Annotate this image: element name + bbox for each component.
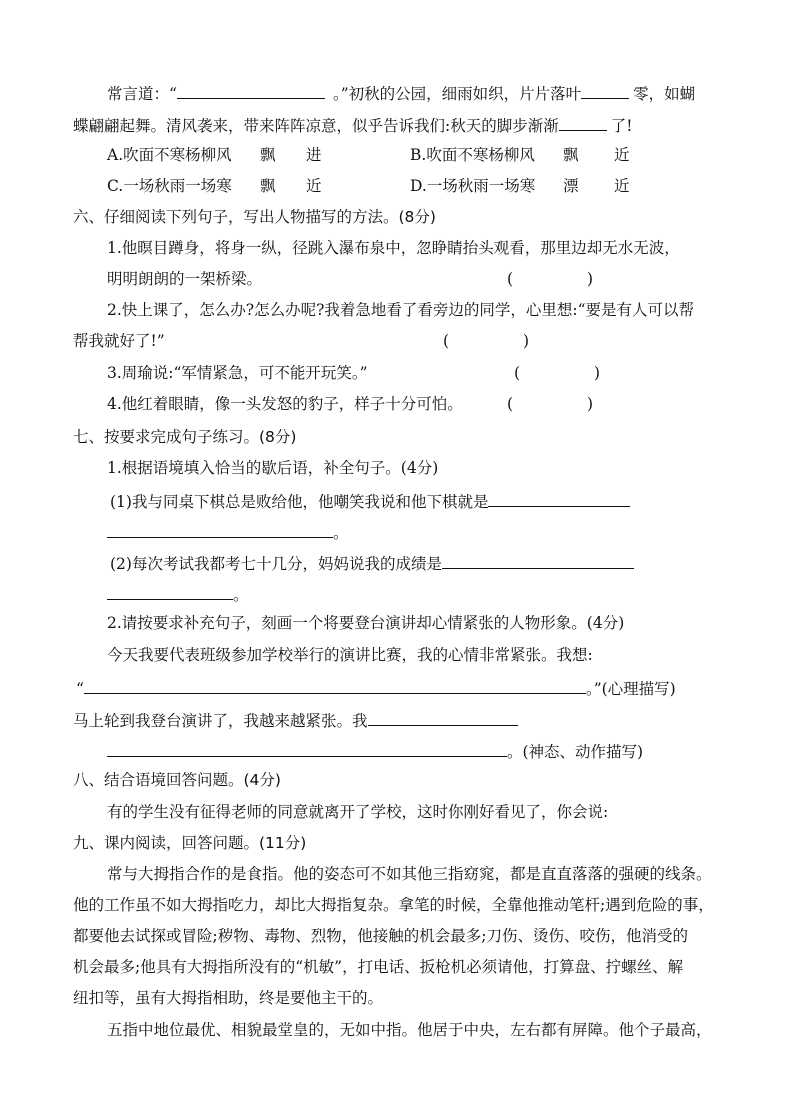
q7-psych-line: “ 。”(心理描写) bbox=[76, 677, 676, 699]
q9-paragraph-1-line: 都要他去试探或冒险;秽物、毒物、烈物，他接触的机会最多;刀伤、烫伤、咬伤，他消受的 bbox=[73, 927, 688, 945]
q5-line-2: 蝶翩翩起舞。清风袭来，带来阵阵凉意，似乎告诉我们:秋天的脚步渐渐 了! bbox=[73, 114, 632, 136]
q5-line-1: 常言道：“ 。”初秋的公园，细雨如织，片片落叶 零，如蝴 bbox=[107, 82, 695, 104]
q6-sentence-2-cont: 帮我就好了!” bbox=[73, 332, 165, 350]
q6-title: 六、仔细阅读下列句子，写出人物描写的方法。(8分) bbox=[73, 208, 436, 226]
q9-paragraph-1-line: 他的工作虽不如大拇指吃力，却比大拇指复杂。拿笔的时候，全靠他推动笔杆;遇到危险的事， bbox=[73, 896, 714, 914]
answer-blank[interactable] bbox=[442, 552, 634, 569]
q7-item-2: (2)每次考试我都考七十几分，妈妈说我的成绩是 bbox=[110, 552, 634, 574]
answer-blank[interactable] bbox=[177, 82, 325, 99]
answer-blank[interactable] bbox=[368, 709, 518, 726]
option-d[interactable]: D.一场秋雨一场寒 漂 近 bbox=[410, 177, 630, 195]
q6-sentence-1-cont: 明明朗朗的一架桥梁。 bbox=[107, 270, 263, 288]
q7-item-2-cont: 。 bbox=[107, 583, 249, 605]
q6-sentence-2: 2.快上课了，怎么办?怎么办呢?我着急地看了看旁边的同学，心里想:“要是有人可以帮 bbox=[107, 301, 695, 319]
answer-blank[interactable] bbox=[581, 82, 629, 99]
q7-sub-1: 1.根据语境填入恰当的歇后语，补全句子。(4分) bbox=[107, 459, 439, 477]
q7-action-line-cont: 。(神态、动作描写) bbox=[107, 740, 643, 762]
answer-blank[interactable] bbox=[559, 114, 607, 131]
q9-paragraph-1-line: 机会最多;他具有大拇指所没有的“机敏”，打电话、扳枪机必须请他，打算盘、拧螺丝、解 bbox=[73, 958, 684, 976]
q8-text: 有的学生没有征得老师的同意就离开了学校，这时你刚好看见了，你会说: bbox=[107, 803, 609, 821]
q6-answer-2[interactable]: ( ) bbox=[443, 332, 530, 350]
q9-paragraph-1-line: 纽扣等，虽有大拇指相助，终是要他主干的。 bbox=[73, 989, 384, 1007]
q8-title: 八、结合语境回答问题。(4分) bbox=[73, 771, 281, 789]
option-c[interactable]: C.一场秋雨一场寒 飘 近 bbox=[107, 177, 322, 195]
q6-answer-3[interactable]: ( ) bbox=[514, 364, 601, 382]
answer-blank[interactable] bbox=[107, 740, 507, 757]
answer-blank[interactable] bbox=[107, 583, 233, 600]
answer-blank[interactable] bbox=[107, 521, 333, 538]
q7-sub-2: 2.请按要求补充句子，刻画一个将要登台演讲却心情紧张的人物形象。(4分) bbox=[107, 614, 625, 632]
q6-answer-1[interactable]: ( ) bbox=[507, 270, 594, 288]
q6-sentence-1: 1.他暝目蹲身，将身一纵，径跳入瀑布泉中，忽睁睛抬头观看，那里边却无水无波， bbox=[107, 239, 680, 257]
q7-action-line: 马上轮到我登台演讲了，我越来越紧张。我 bbox=[73, 709, 518, 731]
q6-sentence-4: 4.他红着眼睛，像一头发怒的豹子，样子十分可怕。 bbox=[107, 395, 463, 413]
q6-sentence-3: 3.周瑜说:“军情紧急，可不能开玩笑。” bbox=[107, 364, 368, 382]
q9-paragraph-2-line: 五指中地位最优、相貌最堂皇的，无如中指。他居于中央，左右都有屏障。他个子最高， bbox=[107, 1021, 712, 1039]
answer-blank[interactable] bbox=[84, 677, 586, 694]
q9-title: 九、课内阅读，回答问题。(11分) bbox=[73, 834, 307, 852]
q9-paragraph-1-line: 常与大拇指合作的是食指。他的姿态可不如其他三指窈窕，都是直直落落的强硬的线条。 bbox=[107, 865, 712, 883]
q7-item-1-cont: 。 bbox=[107, 521, 349, 543]
answer-blank[interactable] bbox=[488, 490, 630, 507]
option-b[interactable]: B.吹面不寒杨柳风 飘 近 bbox=[410, 146, 630, 164]
q7-title: 七、按要求完成句子练习。(8分) bbox=[73, 428, 297, 446]
q7-context: 今天我要代表班级参加学校举行的演讲比赛，我的心情非常紧张。我想: bbox=[107, 646, 593, 664]
q6-answer-4[interactable]: ( ) bbox=[507, 395, 594, 413]
option-a[interactable]: A.吹面不寒杨柳风 飘 进 bbox=[107, 146, 322, 164]
q7-item-1: (1)我与同桌下棋总是败给他，他嘲笑我说和他下棋就是 bbox=[110, 490, 630, 512]
